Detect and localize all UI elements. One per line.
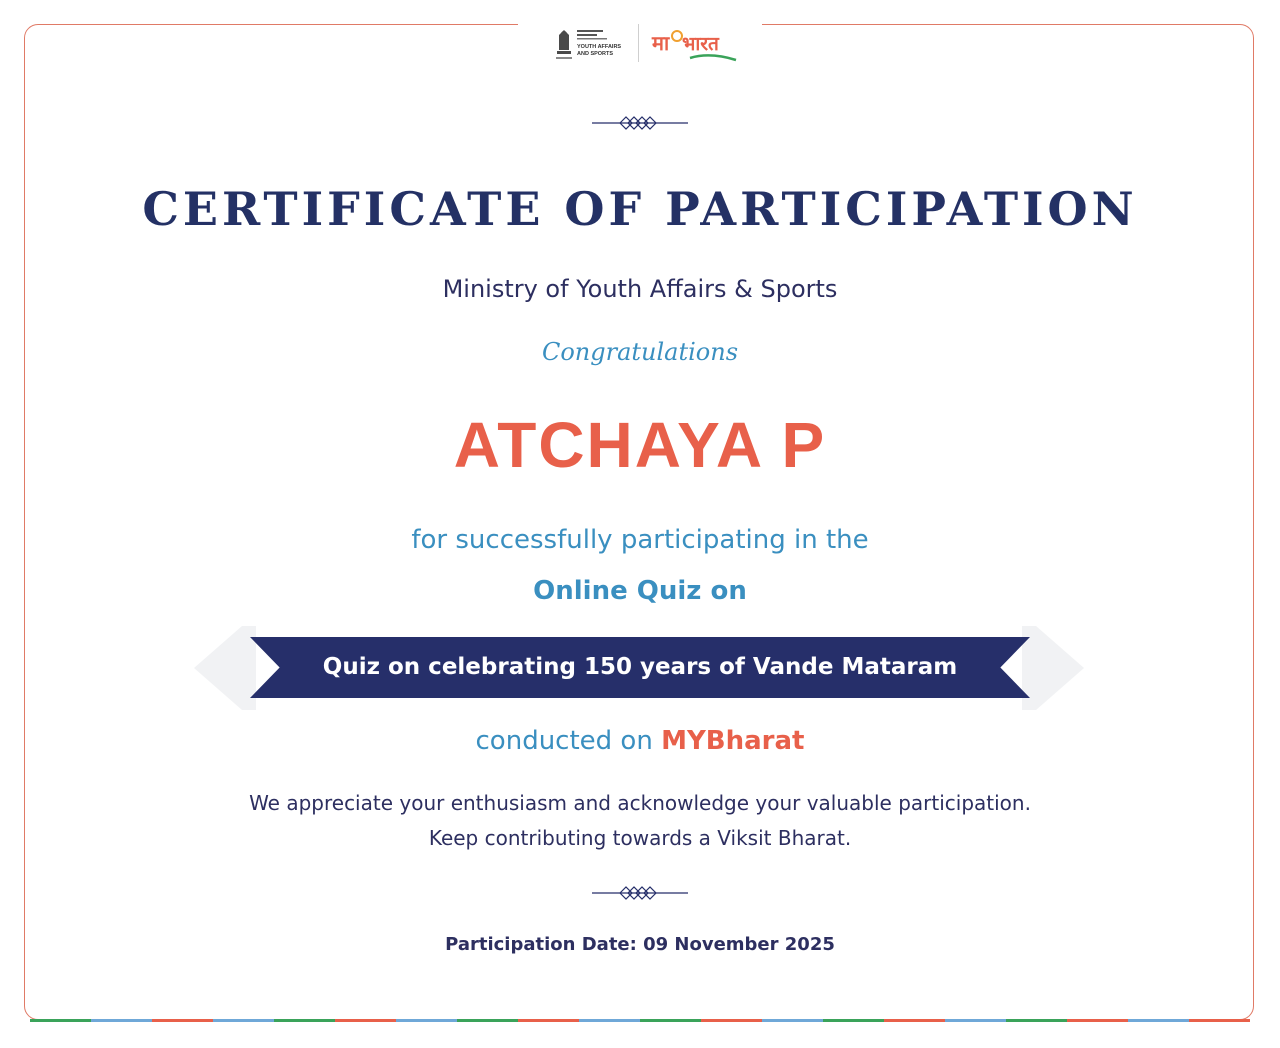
conducted-prefix: conducted on (475, 726, 653, 756)
recipient-name: ATCHAYA P (453, 409, 827, 481)
event-type: Online Quiz on (533, 576, 747, 606)
tricolor-bottom-border (30, 1019, 1250, 1022)
svg-text:मा: मा (652, 31, 670, 55)
certificate-title: CERTIFICATE OF PARTICIPATION (142, 182, 1138, 236)
quiz-title: Quiz on celebrating 150 years of Vande Mataram (322, 654, 958, 680)
certificate-border (24, 24, 1254, 1020)
congratulations-text: Congratulations (541, 338, 739, 366)
svg-text:AND SPORTS: AND SPORTS (577, 51, 614, 57)
logo-divider (638, 24, 639, 62)
participation-line: for successfully participating in the (411, 525, 869, 555)
ministry-emblem-logo (553, 26, 633, 64)
svg-text:YOUTH AFFAIRS: YOUTH AFFAIRS (577, 44, 622, 50)
top-ornament-divider (590, 113, 690, 133)
participation-date: Participation Date: 09 November 2025 (445, 934, 835, 955)
platform-name: MYBharat (661, 726, 805, 756)
bottom-ornament-divider (590, 883, 690, 903)
mybharat-logo (650, 26, 740, 64)
svg-text:भारत: भारत (682, 33, 719, 55)
ministry-name: Ministry of Youth Affairs & Sports (442, 275, 838, 303)
appreciation-text: We appreciate your enthusiasm and acknowledge your valuable participation. (249, 791, 1031, 815)
encouragement-text: Keep contributing towards a Viksit Bharat. (428, 826, 852, 850)
conducted-line (0, 726, 1280, 756)
